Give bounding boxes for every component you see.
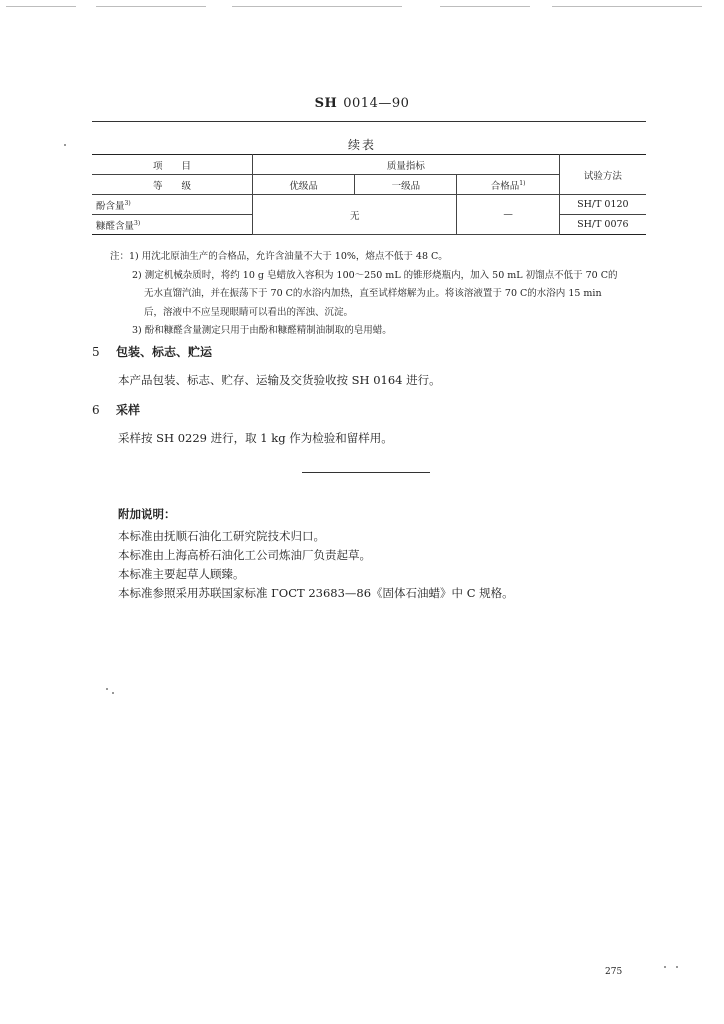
row-furfural-method: SH/T 0076 [559, 215, 646, 235]
grade-first: 一级品 [355, 175, 457, 195]
scan-line [96, 6, 206, 7]
supplementary-notes [118, 505, 514, 603]
header-quality: 质量指标 [252, 155, 559, 175]
scan-speck [112, 692, 114, 694]
scan-speck [664, 966, 666, 968]
scan-line [552, 6, 702, 7]
header-method: 试验方法 [559, 155, 646, 195]
header-rule [92, 121, 646, 122]
end-rule [302, 472, 430, 473]
section-5-heading: 5 包装、标志、贮运 [92, 345, 213, 359]
header-prefix: SH [314, 96, 338, 111]
header-item: 项 目 [92, 155, 252, 175]
supplement-line: 本标准由上海高桥石油化工公司炼油厂负责起草。 [118, 548, 371, 562]
table-notes [110, 248, 670, 341]
page-number: 275 [605, 967, 623, 977]
supplement-title: 附加说明： [118, 507, 176, 521]
table-caption: 续表 [347, 138, 376, 152]
scan-line [6, 6, 76, 7]
scan-line [232, 6, 402, 7]
note-1: 注：1) 用沈北原油生产的合格品，允许含油量不大于 10%，熔点不低于 48 C。 [110, 251, 448, 262]
note-2: 2) 测定机械杂质时，将约 10 g 皂蜡放入容积为 100～250 mL 的锥形烧瓶内，加入 50 mL 初馏点不低于 70 C的 [132, 269, 618, 281]
scan-speck [106, 688, 108, 690]
supplement-line: 本标准由抚顺石油化工研究院技术归口。 [118, 529, 325, 543]
header-code: 0014—90 [343, 96, 410, 111]
row-phenol-method: SH/T 0120 [559, 195, 646, 215]
grade-qualified: 合格品$^{1)}$ [457, 175, 559, 195]
page-header [0, 96, 724, 111]
note-2-cont: 无水直馏汽油，并在振荡下于 70 C的水浴内加热，直至试样熔解为止。将该溶液置于 70 C的水浴内 15 min [144, 288, 602, 299]
qualified-dash: — [457, 195, 559, 235]
note-3: 3) 酚和糠醛含量测定只用于由酚和糠醛精制油制取的皂用蜡。 [132, 325, 392, 336]
quality-table [92, 154, 646, 235]
grade-superior: 优级品 [252, 175, 354, 195]
merged-value: 无 [252, 195, 457, 235]
section-5-text: 本产品包装、标志、贮存、运输及交货验收按 SH 0164 进行。 [118, 373, 441, 387]
supplement-line: 本标准主要起草人顾臻。 [118, 567, 245, 581]
row-phenol-name: 酚含量$^{3)}$ [92, 195, 252, 215]
header-grade: 等 级 [92, 175, 252, 195]
scan-speck [676, 966, 678, 968]
row-furfural-name: 糠醛含量$^{3)}$ [92, 215, 252, 235]
section-6-text: 采样按 SH 0229 进行，取 1 kg 作为检验和留样用。 [118, 431, 393, 445]
note-2-end: 后，溶液中不应呈现眼睛可以看出的浑浊、沉淀。 [144, 306, 354, 318]
scan-line [440, 6, 530, 7]
section-6-heading: 6 采样 [92, 403, 141, 417]
scan-speck [64, 144, 66, 146]
supplement-line: 本标准参照采用苏联国家标准 ГОСТ 23683—86《固体石油蜡》中 C 规格。 [118, 586, 514, 600]
